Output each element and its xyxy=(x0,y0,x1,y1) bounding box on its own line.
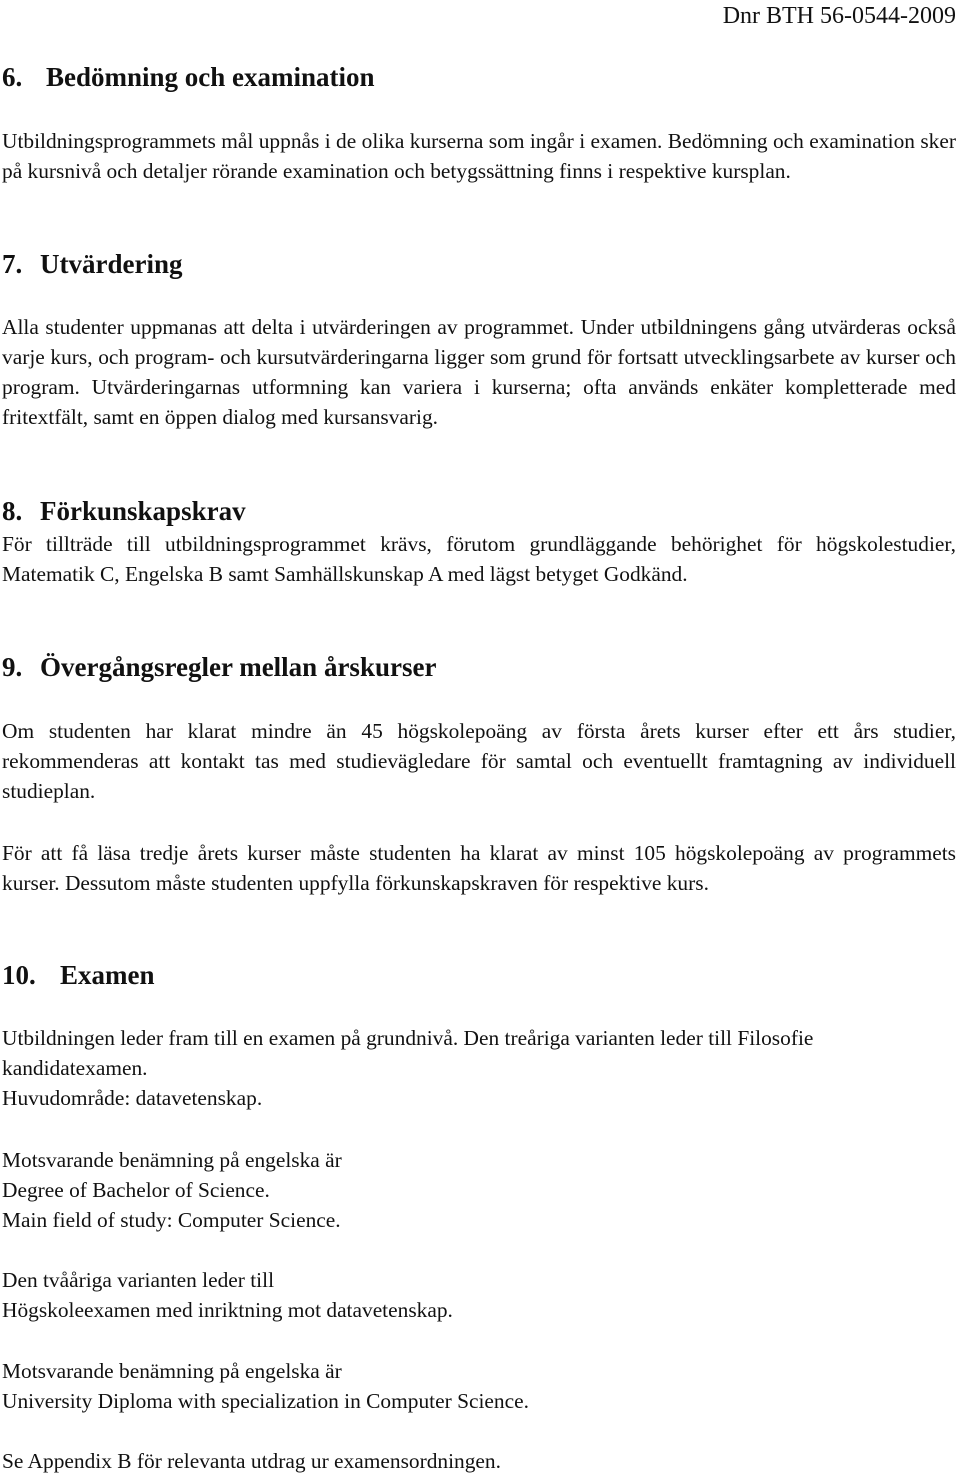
two-year-variant-intro: Den tvååriga varianten leder till xyxy=(2,1268,275,1292)
main-field-swedish: Huvudområde: datavetenskap. xyxy=(2,1086,263,1110)
section-6-paragraph: Utbildningsprogrammets mål uppnås i de olika kurserna som ingår i examen. Bedömning och examination sker på kursnivå och detaljer rörande examination och betygssättning finns i respektive kursplan. xyxy=(2,129,956,183)
section-9-paragraph-2: För att få läsa tredje årets kurser måste studenten ha klarat av minst 105 högskolepoäng av programmets kurser. Dessutom måste studenten uppfylla förkunskapskraven för respektive kurs. xyxy=(2,841,956,895)
section-8-title: Förkunskapskrav xyxy=(40,496,246,526)
section-8-number: 8. xyxy=(2,496,23,526)
section-6-title: Bedömning och examination xyxy=(46,62,375,92)
english-degree-bachelor: Degree of Bachelor of Science. xyxy=(2,1178,270,1202)
section-9-heading xyxy=(2,652,956,682)
section-9-number: 9. xyxy=(2,652,23,682)
section-8-heading xyxy=(2,496,956,526)
english-main-field: Main field of study: Computer Science. xyxy=(2,1208,341,1232)
section-7-title: Utvärdering xyxy=(40,249,183,279)
section-7-number: 7. xyxy=(2,249,23,279)
section-10-paragraph-1: Utbildningen leder fram till en examen på grundnivå. Den treåriga varianten leder till Filosofie kandidatexamen. xyxy=(2,1026,814,1080)
section-6-number: 6. xyxy=(2,62,23,92)
section-10-title: Examen xyxy=(60,960,155,990)
english-name-intro-2: Motsvarande benämning på engelska är xyxy=(2,1359,342,1383)
english-name-intro-1: Motsvarande benämning på engelska är xyxy=(2,1148,342,1172)
section-10-number: 10. xyxy=(2,960,36,990)
section-7-paragraph: Alla studenter uppmanas att delta i utvärderingen av programmet. Under utbildningens gång utvärderas också varje kurs, och program- och kursutvärderingarna ligger som grund för fortsatt utvecklingsarbete av kurser och program. Utvärderingarnas utformning kan variera i kurserna; ofta används enkäter kompletterade med fritextfält, samt en öppen dialog med kursansvarig. xyxy=(2,315,956,429)
section-10-heading xyxy=(2,960,956,990)
section-7-heading xyxy=(2,249,956,279)
english-degree-diploma: University Diploma with specialization in Computer Science. xyxy=(2,1389,529,1413)
section-6-heading xyxy=(2,62,956,92)
document-reference-number: Dnr BTH 56-0544-2009 xyxy=(722,3,956,29)
section-9-title: Övergångsregler mellan årskurser xyxy=(40,652,437,682)
appendix-note: Se Appendix B för relevanta utdrag ur examensordningen. xyxy=(2,1449,501,1473)
two-year-variant-degree: Högskoleexamen med inriktning mot datavetenskap. xyxy=(2,1298,453,1322)
section-8-paragraph: För tillträde till utbildningsprogrammet krävs, förutom grundläggande behörighet för högskolestudier, Matematik C, Engelska B samt Samhällskunskap A med lägst betyget Godkänd. xyxy=(2,532,956,586)
section-9-paragraph-1: Om studenten har klarat mindre än 45 högskolepoäng av första årets kurser efter ett års studier, rekommenderas att kontakt tas med studievägledare för samtal och eventuellt framtagning av individuell studieplan. xyxy=(2,719,956,803)
